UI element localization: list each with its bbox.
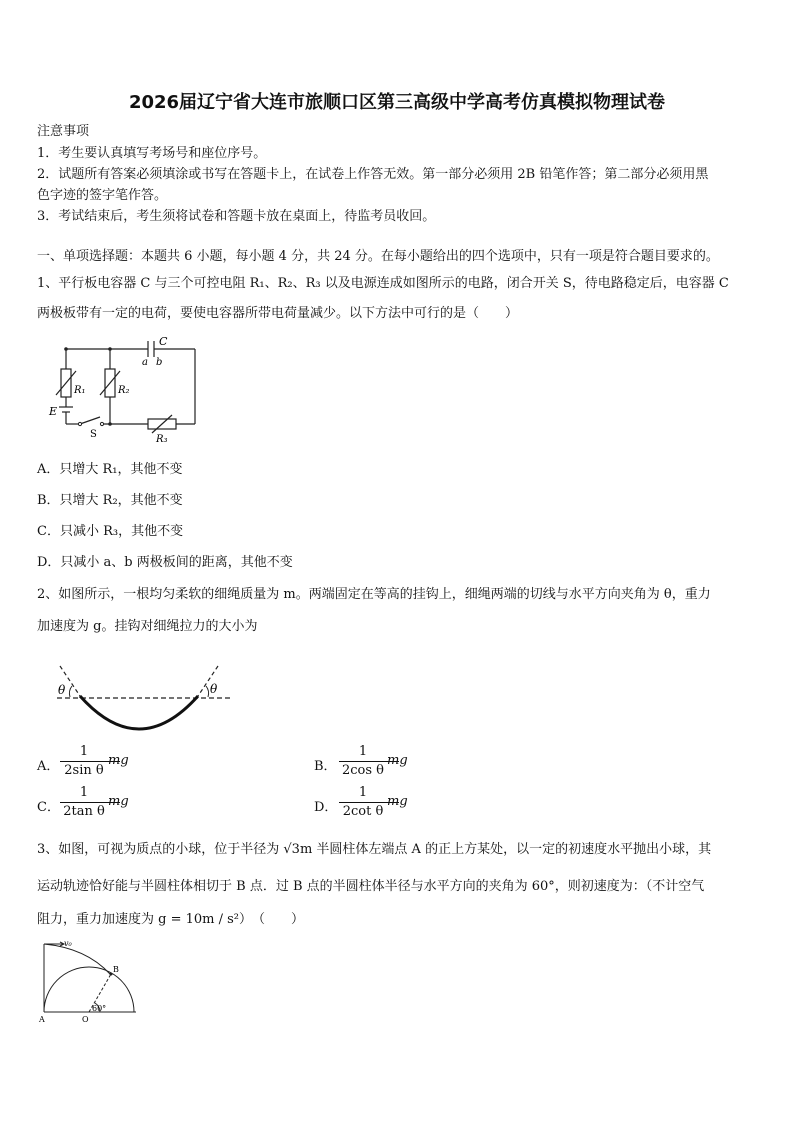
label-angle: 60° [92, 1004, 107, 1013]
q1-option-a: A．只增大 R₁，其他不变 [37, 462, 183, 477]
q3-text: 3、如图，可视为质点的小球，位于半径为 √3m 半圆柱体左端点 A 的正上方某处，以一定的初速度水平抛出小球，其 [37, 842, 712, 857]
fraction-numerator: 1 [358, 785, 368, 800]
q3-text: 阻力，重力加速度为 g = 10m / s²） （ ） [37, 912, 305, 927]
label-r3: R₃ [156, 434, 168, 445]
half-cylinder [44, 967, 134, 1012]
label-a: A [39, 1015, 45, 1023]
q1-option-c: C．只减小 R₃，其他不变 [37, 524, 184, 539]
rope-diagram [52, 662, 232, 737]
label-e: E [49, 405, 58, 418]
fraction-denominator: 2sin θ [64, 763, 104, 778]
notice-item: 2．试题所有答案必须填涂或书写在答题卡上，在试卷上作答无效。第一部分必须用 2B 铅笔作答；第二部分必须用黑 [37, 167, 709, 182]
q1-text: 1、平行板电容器 C 与三个可控电阻 R₁、R₂、R₃ 以及电源连成如图所示的电路，闭合开关 S，待电路稳定后，电容器 C [37, 276, 729, 291]
fraction-tail: mg [387, 753, 408, 768]
rope [80, 696, 198, 729]
label-a: a [142, 357, 148, 368]
q3-text: 运动轨迹恰好能与半圆柱体相切于 B 点．过 B 点的半圆柱体半径与水平方向的夹角为 60°，则初速度为：（不计空气 [37, 879, 705, 894]
q1-option-d: D．只减小 a、b 两极板间的距离，其他不变 [37, 555, 293, 570]
fraction-denominator: 2cot θ [342, 804, 384, 819]
q2-option-b-letter: B． [314, 759, 337, 774]
q2-option-a-letter: A． [37, 759, 60, 774]
fraction-numerator: 1 [79, 785, 89, 800]
notice-item: 3．考试结束后，考生须将试卷和答题卡放在桌面上，待监考员收回。 [37, 209, 436, 224]
label-r2: R₂ [118, 385, 130, 396]
label-theta-right: θ [210, 682, 218, 696]
q2-option-c-letter: C． [37, 800, 60, 815]
label-s: S [90, 429, 97, 440]
fraction-numerator: 1 [358, 744, 368, 759]
projectile-diagram [36, 938, 146, 1023]
notice-item: 1．考生要认真填写考场号和座位序号。 [37, 146, 267, 161]
label-r1: R₁ [74, 385, 86, 396]
fraction-tail: mg [108, 753, 129, 768]
fraction-tail: mg [108, 794, 129, 809]
fraction-numerator: 1 [79, 744, 89, 759]
fraction-denominator: 2cos θ [341, 763, 384, 778]
fraction-tail: mg [387, 794, 408, 809]
label-o: O [82, 1015, 89, 1023]
label-b: B [113, 965, 119, 974]
notice-heading: 注意事项 [37, 124, 90, 139]
label-b: b [156, 357, 163, 368]
q2-text: 加速度为 g。挂钩对细绳拉力的大小为 [37, 619, 258, 634]
page-title: 2026届辽宁省大连市旅顺口区第三高级中学高考仿真模拟物理试卷 [128, 92, 666, 113]
notice-item: 色字迹的签字笔作答。 [37, 188, 168, 203]
q2-option-d-letter: D． [314, 800, 338, 815]
trajectory [44, 944, 110, 974]
q1-option-b: B．只增大 R₂，其他不变 [37, 493, 183, 508]
circuit-diagram [44, 335, 204, 450]
label-c: C [159, 335, 168, 348]
label-theta-left: θ [58, 683, 66, 697]
label-v0: v₀ [64, 939, 72, 948]
q2-text: 2、如图所示，一根均匀柔软的细绳质量为 m。两端固定在等高的挂钩上，细绳两端的切线与水平方向夹角为 θ，重力 [37, 587, 711, 602]
fraction-denominator: 2tan θ [63, 804, 105, 819]
q1-text: 两极板带有一定的电荷，要使电容器所带电荷量减少。以下方法中可行的是（ ） [37, 306, 519, 321]
section-heading: 一、单项选择题：本题共 6 小题，每小题 4 分，共 24 分。在每小题给出的四个选项中，只有一项是符合题目要求的。 [37, 249, 719, 264]
